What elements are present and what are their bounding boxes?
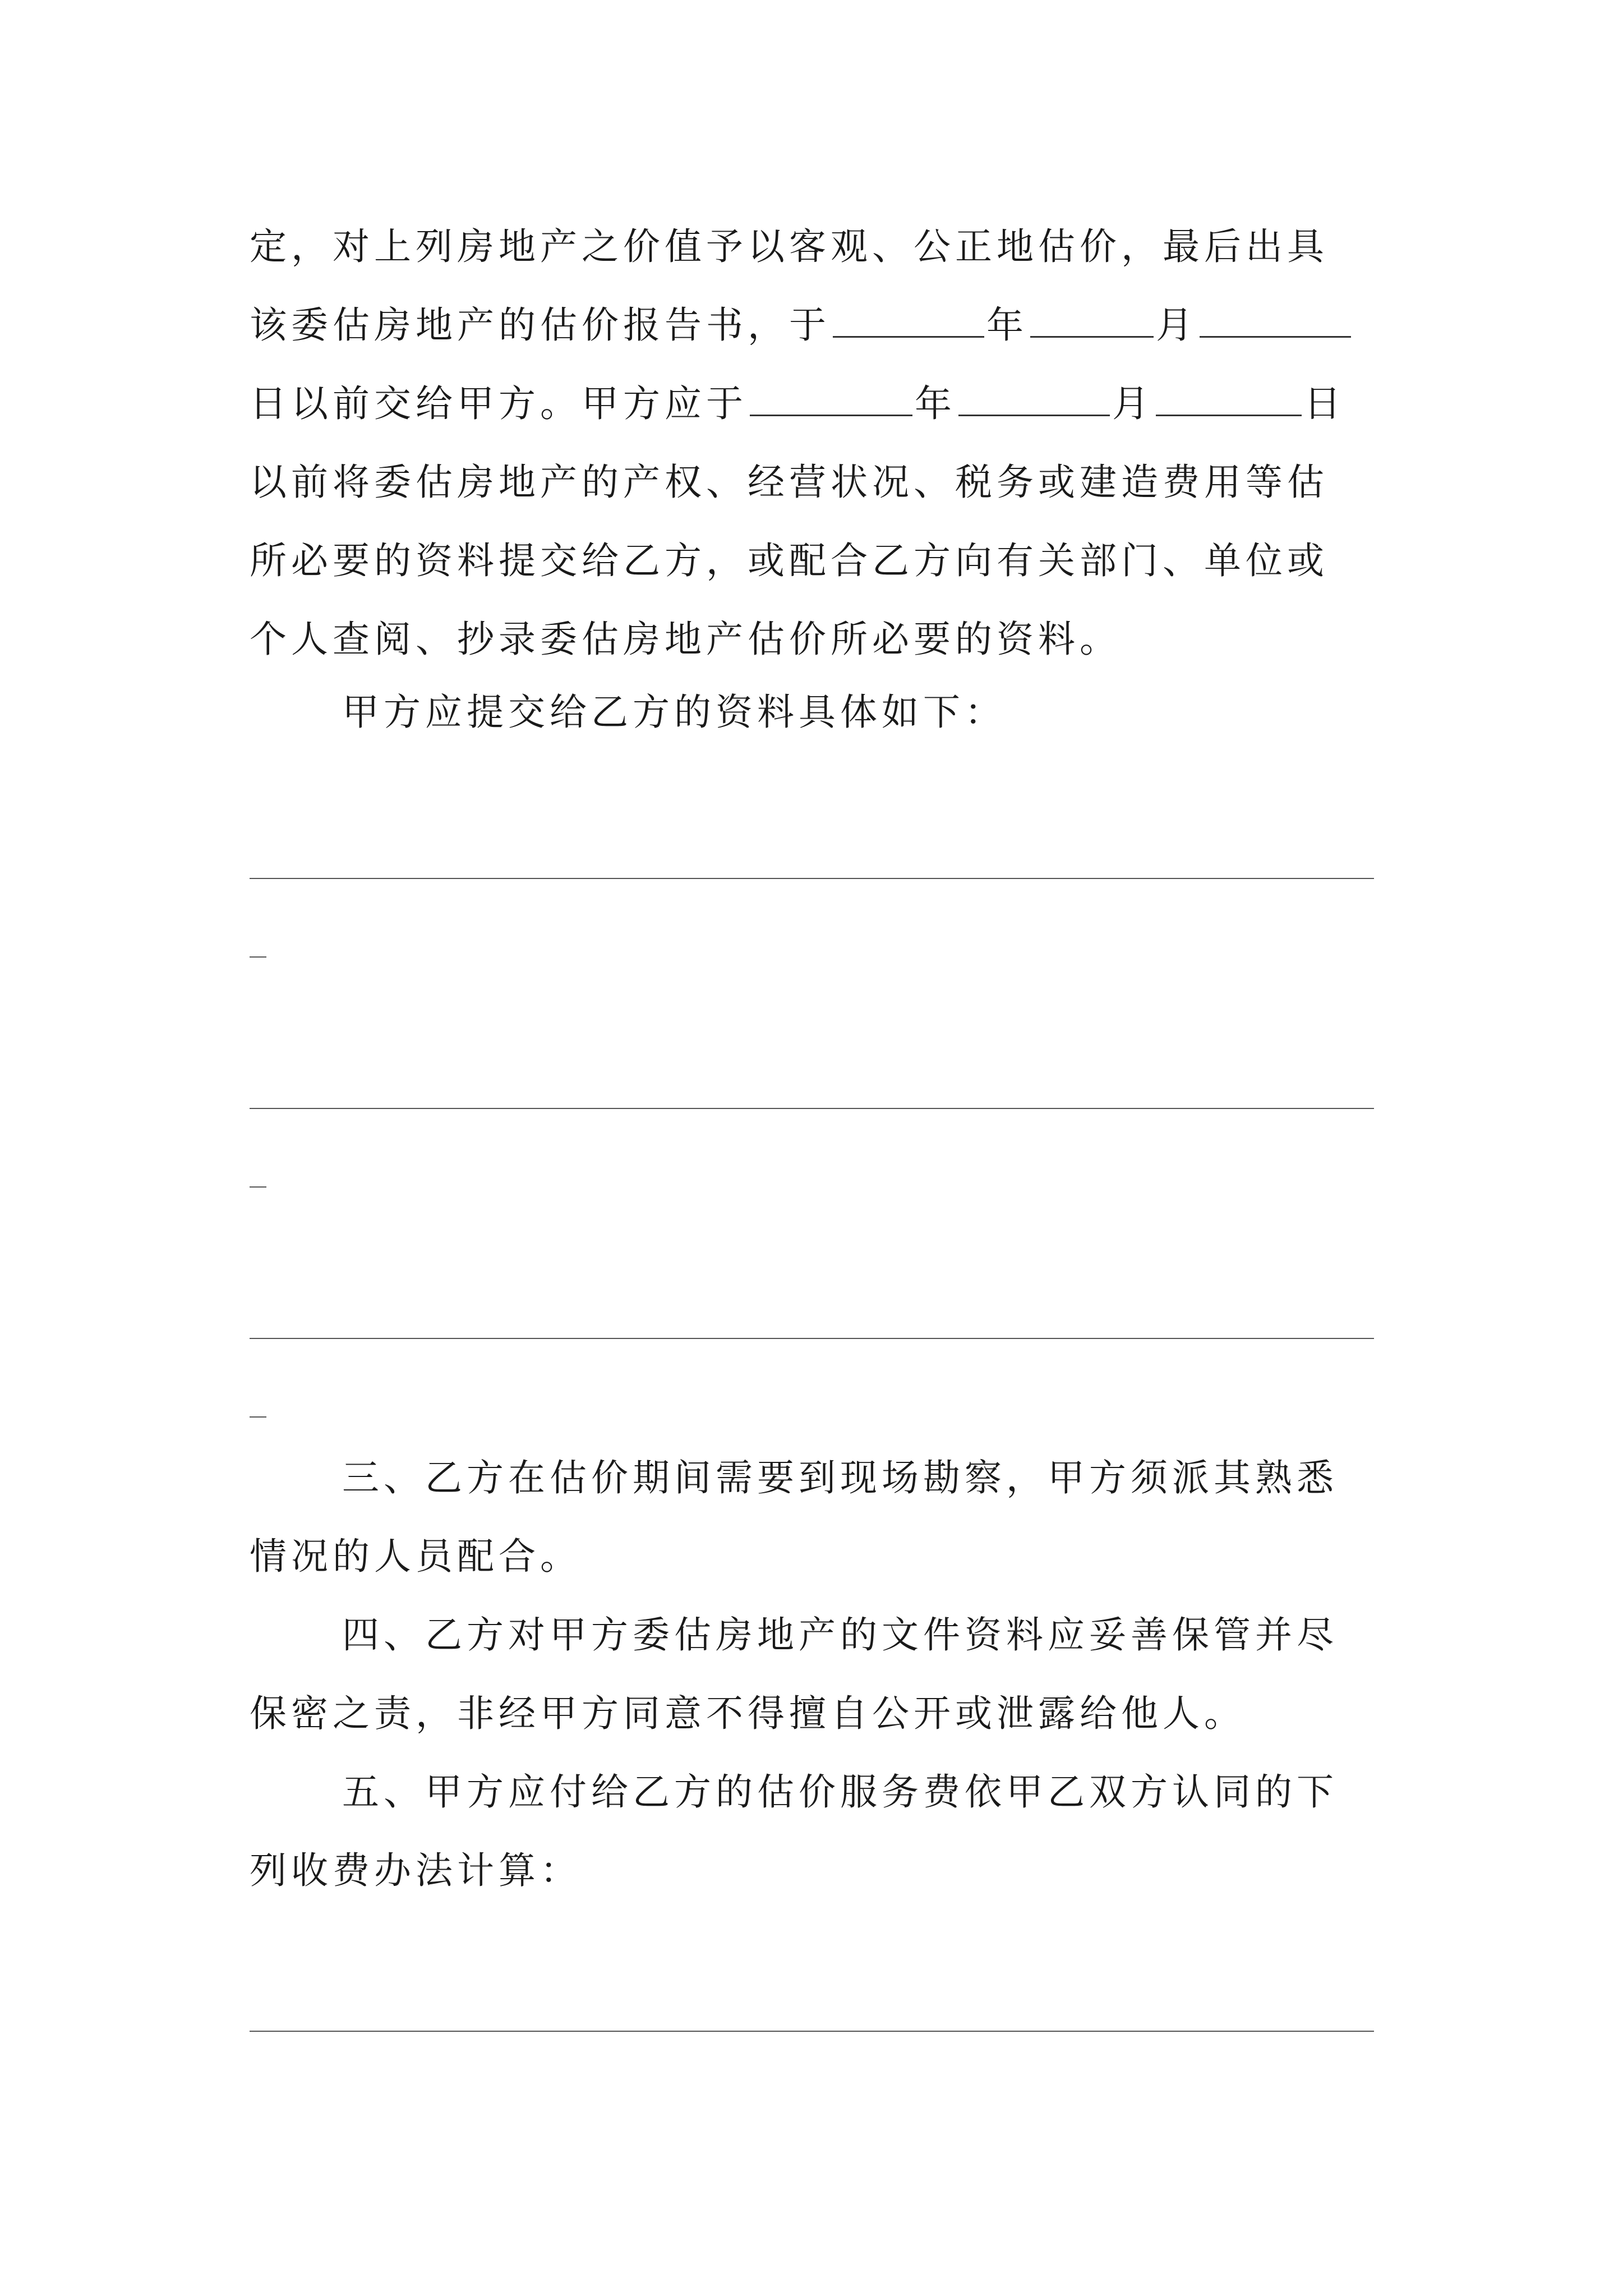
text-line: 三、乙方在估价期间需要到现场勘察，甲方须派其熟悉 [342,1456,1338,1499]
text-line: 以前将委估房地产的产权、经营状况、税务或建造费用等估 [250,461,1329,504]
day-label: 日 [1304,382,1345,425]
text-line: 列收费办法计算： [250,1849,582,1892]
text-line-with-blanks [250,379,1388,429]
text-line-with-blanks [250,300,1388,351]
text-line: 保密之责，非经甲方同意不得擅自公开或泄露给他人。 [250,1692,1246,1735]
month-blank[interactable] [958,381,1110,416]
year-label: 年 [915,382,956,425]
year-blank[interactable] [750,381,912,416]
month-blank[interactable] [1030,302,1154,338]
text-line: 甲方应提交给乙方的资料具体如下： [342,691,1006,734]
fill-in-rule[interactable] [250,1108,1374,1109]
text-segment: 该委估房地产的估价报告书，于 [250,303,831,347]
fill-in-rule[interactable] [250,2031,1374,2032]
day-blank[interactable] [1200,302,1351,338]
fill-in-rule-stub [250,1186,266,1188]
fill-in-rule[interactable] [250,1338,1374,1339]
text-line: 所必要的资料提交给乙方，或配合乙方向有关部门、单位或 [250,539,1329,582]
fill-in-rule-stub [250,1416,266,1418]
fill-in-rule[interactable] [250,878,1374,879]
text-line: 情况的人员配合。 [250,1535,582,1578]
day-blank[interactable] [1156,381,1302,416]
year-label: 年 [986,303,1028,347]
text-line: 个人查阅、抄录委估房地产估价所必要的资料。 [250,618,1121,661]
fill-in-rule-stub [250,956,266,958]
text-line: 定，对上列房地产之价值予以客观、公正地估价，最后出具 [250,225,1329,268]
text-line: 四、乙方对甲方委估房地产的文件资料应妥善保管并尽 [342,1613,1338,1657]
month-label: 月 [1156,303,1197,347]
year-blank[interactable] [833,302,984,338]
text-segment: 日以前交给甲方。甲方应于 [250,382,748,425]
month-label: 月 [1112,382,1154,425]
text-line: 五、甲方应付给乙方的估价服务费依甲乙双方认同的下 [342,1770,1338,1814]
